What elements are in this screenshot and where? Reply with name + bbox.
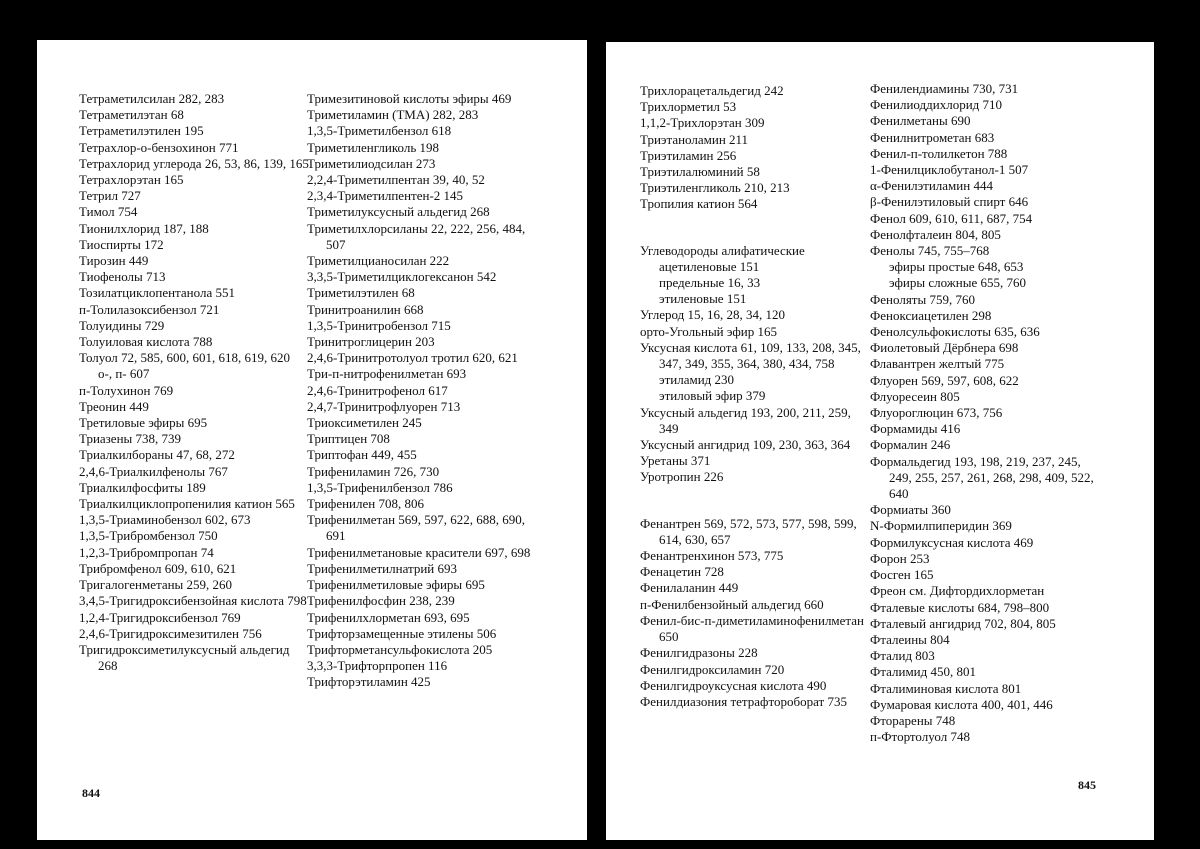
- index-entry: Феноксиацетилен 298: [870, 307, 992, 323]
- index-entry: Триметилиодсилан 273: [307, 155, 436, 171]
- index-entry: Триалкилциклопропенилия катион 565: [79, 496, 295, 512]
- index-entry: Фталид 803: [870, 648, 935, 664]
- index-entry: Фенил-п-толилкетон 788: [870, 145, 1008, 161]
- index-entry: Трифенилен 708, 806: [307, 496, 424, 512]
- index-entry: Триптицен 708: [307, 431, 390, 447]
- index-entry: Фенилнитрометан 683: [870, 129, 995, 145]
- index-entry: Трихлорацетальдегид 242: [640, 83, 784, 98]
- index-entry: Толуидины 729: [79, 317, 165, 333]
- index-subentry: эфиры сложные 655, 760: [889, 275, 1026, 291]
- index-entry: Фенантренхинон 573, 775: [640, 548, 784, 564]
- index-entry: Тропилия катион 564: [640, 196, 758, 212]
- index-entry: Флуоресеин 805: [870, 388, 960, 404]
- index-entry: Трифенилметановые красители 697, 698: [307, 544, 531, 560]
- index-entry: 2,2,4-Триметилпентан 39, 40, 52: [307, 172, 485, 188]
- index-entry: Фенолсульфокислоты 635, 636: [870, 324, 1040, 340]
- index-subentry: эфиры простые 648, 653: [889, 259, 1024, 275]
- index-entry: Тимол 754: [79, 204, 138, 220]
- index-entry: Трифениламин 726, 730: [307, 463, 440, 479]
- index-entry: Фталевые кислоты 684, 798–800: [870, 599, 1050, 615]
- index-entry: 2,4,6-Тринитротолуол тротил 620, 621: [307, 350, 518, 366]
- index-entry: Фумаровая кислота 400, 401, 446: [870, 696, 1053, 712]
- index-entry: Фенол 609, 610, 611, 687, 754: [870, 210, 1033, 226]
- index-entry: 2,4,6-Триалкилфенолы 767: [79, 463, 228, 479]
- index-entry: Тетрахлорэтан 165: [79, 172, 184, 188]
- index-entry: α-Фенилэтиламин 444: [870, 178, 993, 194]
- left-page-column-2: [307, 91, 545, 691]
- index-entry: 3,3,5-Триметилциклогексанон 542: [307, 269, 497, 285]
- index-entry: Трифторметансульфокислота 205: [307, 641, 493, 657]
- index-entry: Феноляты 759, 760: [870, 291, 975, 307]
- index-entry: Трифторэтиламин 425: [307, 674, 431, 690]
- index-entry: Триэтилалюминий 58: [640, 164, 760, 180]
- index-entry: Фенилендиамины 730, 731: [870, 81, 1019, 96]
- index-entry: Тригидроксиметилуксусный альдегид 268: [79, 641, 290, 674]
- index-entry: 1,3,5-Триметилбензол 618: [307, 123, 452, 139]
- index-entry: Формамиды 416: [870, 421, 961, 437]
- right-page: [606, 42, 1154, 840]
- index-entry: Фенилгидроуксусная кислота 490: [640, 677, 827, 693]
- index-entry: Фиолетовый Дёрбнера 698: [870, 340, 1019, 356]
- index-entry: Фенолы 745, 755–768: [870, 243, 990, 259]
- index-entry: п-Фтортолуол 748: [870, 729, 970, 745]
- index-entry: Трифторзамещенные этилены 506: [307, 625, 497, 641]
- index-entry: 1,2,3-Трибромпропан 74: [79, 544, 214, 560]
- index-entry: Триоксиметилен 245: [307, 415, 422, 431]
- index-entry: Тетрахлор-о-бензохинон 771: [79, 139, 239, 155]
- index-entry: Толуиловая кислота 788: [79, 334, 213, 350]
- index-entry: Третиловые эфиры 695: [79, 415, 208, 431]
- index-entry: β-Фенилэтиловый спирт 646: [870, 194, 1029, 210]
- index-subentry: этиленовые 151: [659, 291, 747, 307]
- index-entry: Фенилгидразоны 228: [640, 645, 758, 661]
- index-entry: Триметиламин (ТМА) 282, 283: [307, 107, 479, 123]
- left-page: [37, 40, 587, 840]
- index-subentry: ацетиленовые 151: [659, 258, 760, 274]
- index-entry: Тетраметилэтан 68: [79, 107, 184, 123]
- index-entry: Трибромфенол 609, 610, 621: [79, 560, 237, 576]
- index-subentry: этиловый эфир 379: [659, 388, 766, 404]
- index-entry: Тиоспирты 172: [79, 236, 164, 252]
- right-page-column-2: [870, 81, 1100, 745]
- index-entry: Триалкилбораны 47, 68, 272: [79, 447, 235, 463]
- index-entry: 3,4,5-Тригидроксибензойная кислота 798: [79, 593, 307, 609]
- index-entry: Триптофан 449, 455: [307, 447, 417, 463]
- index-entry: Формальдегид 193, 198, 219, 237, 245, 249, 255, 257, 261, 268, 298, 409, 522, 640: [870, 453, 1094, 502]
- index-entry: 2,3,4-Триметилпентен-2 145: [307, 188, 464, 204]
- index-entry: Углеводороды алифатические: [640, 242, 805, 258]
- left-page-column-1: [79, 91, 311, 674]
- index-entry: Формилуксусная кислота 469: [870, 534, 1034, 550]
- index-entry: Тетрил 727: [79, 188, 141, 204]
- index-entry: Трихлорметил 53: [640, 99, 737, 115]
- index-entry: Флуорен 569, 597, 608, 622: [870, 372, 1019, 388]
- index-entry: Триметилэтилен 68: [307, 285, 415, 301]
- index-entry: Формиаты 360: [870, 502, 951, 518]
- index-entry: Формалин 246: [870, 437, 951, 453]
- index-entry: Триметилуксусный альдегид 268: [307, 204, 490, 220]
- index-entry: Тиофенолы 713: [79, 269, 166, 285]
- index-entry: Тримезитиновой кислоты эфиры 469: [307, 91, 512, 106]
- index-entry: Тетрахлорид углерода 26, 53, 86, 139, 165: [79, 155, 309, 171]
- index-entry: 1,3,5-Трифенилбензол 786: [307, 479, 453, 495]
- index-entry: Фталевый ангидрид 702, 804, 805: [870, 615, 1056, 631]
- index-entry: Уксусный ангидрид 109, 230, 363, 364: [640, 437, 851, 453]
- index-entry: Фенил-бис-п-диметиламинофенилметан 650: [640, 612, 864, 645]
- index-entry: Тозилатциклопентанола 551: [79, 285, 235, 301]
- index-entry: Флуороглюцин 673, 756: [870, 405, 1003, 421]
- index-entry: Фталеины 804: [870, 631, 950, 647]
- index-entry: п-Толилазоксибензол 721: [79, 301, 220, 317]
- index-entry: Фосген 165: [870, 567, 934, 583]
- index-entry: п-Фенилбензойный альдегид 660: [640, 596, 824, 612]
- index-entry: Форон 253: [870, 550, 930, 566]
- index-entry: Триметилхлорсиланы 22, 222, 256, 484, 507: [307, 220, 526, 252]
- index-entry: Фенилиоддихлорид 710: [870, 97, 1003, 113]
- index-entry: Фенантрен 569, 572, 573, 577, 598, 599, 614, 630, 657: [640, 515, 857, 547]
- index-entry: Флавантрен желтый 775: [870, 356, 1005, 372]
- index-entry: Триэтиламин 256: [640, 147, 737, 163]
- index-entry: Тригалогенметаны 259, 260: [79, 577, 233, 593]
- index-entry: Уксусный альдегид 193, 200, 211, 259, 349: [640, 404, 851, 436]
- index-entry: Фенилгидроксиламин 720: [640, 661, 785, 677]
- index-entry: 2,4,6-Тринитрофенол 617: [307, 382, 448, 398]
- index-entry: Толуол 72, 585, 600, 601, 618, 619, 620: [79, 350, 291, 366]
- index-entry: Триметиленгликоль 198: [307, 139, 440, 155]
- index-entry: Уротропин 226: [640, 469, 724, 485]
- index-entry: Уретаны 371: [640, 453, 711, 469]
- index-entry: Фторарены 748: [870, 712, 956, 728]
- index-entry: Трифенилметилнатрий 693: [307, 560, 458, 576]
- index-entry: Тетраметилэтилен 195: [79, 123, 204, 139]
- index-entry: Тирозин 449: [79, 253, 149, 269]
- index-entry: 1,2,4-Тригидроксибензол 769: [79, 609, 241, 625]
- index-entry: Триалкилфосфиты 189: [79, 479, 206, 495]
- index-entry: Триазены 738, 739: [79, 431, 182, 447]
- index-entry: Тетраметилсилан 282, 283: [79, 91, 225, 106]
- index-entry: 1,3,5-Трибромбензол 750: [79, 528, 218, 544]
- index-entry: Фенацетин 728: [640, 564, 724, 580]
- index-entry: Три-п-нитрофенилметан 693: [307, 366, 467, 382]
- index-entry: п-Толухинон 769: [79, 382, 174, 398]
- index-entry: Трифенилметан 569, 597, 622, 688, 690, 691: [307, 512, 526, 544]
- index-entry: Треонин 449: [79, 398, 149, 414]
- index-entry: 2,4,6-Тригидроксимезитилен 756: [79, 625, 262, 641]
- index-entry: Трифенилметиловые эфиры 695: [307, 577, 485, 593]
- page-number-left: 844: [82, 786, 100, 800]
- index-entry: Фталиминовая кислота 801: [870, 680, 1022, 696]
- index-entry: Углерод 15, 16, 28, 34, 120: [640, 307, 785, 323]
- index-subentry: о-, п- 607: [98, 366, 150, 382]
- index-entry: 1,3,5-Триаминобензол 602, 673: [79, 512, 251, 528]
- index-entry: орто-Угольный эфир 165: [640, 323, 778, 339]
- index-entry: 3,3,3-Трифторпропен 116: [307, 658, 448, 674]
- index-entry: Триметилцианосилан 222: [307, 253, 450, 269]
- index-subentry: этиламид 230: [659, 372, 735, 388]
- page-number-right: 845: [1078, 778, 1096, 792]
- index-entry: Уксусная кислота 61, 109, 133, 208, 345, 347, 349, 355, 364, 380, 434, 758: [640, 339, 861, 372]
- index-entry: Тионилхлорид 187, 188: [79, 220, 209, 236]
- index-entry: Тринитроглицерин 203: [307, 334, 435, 350]
- index-entry: 2,4,7-Тринитрофлуорен 713: [307, 398, 461, 414]
- index-subentry: предельные 16, 33: [659, 275, 761, 291]
- index-entry: Фенилаланин 449: [640, 580, 739, 596]
- index-entry: Фенилметаны 690: [870, 113, 971, 129]
- index-entry: N-Формилпиперидин 369: [870, 518, 1012, 534]
- index-entry: 1,3,5-Тринитробензол 715: [307, 317, 451, 333]
- index-entry: Фреон см. Дифтордихлорметан: [870, 583, 1045, 599]
- index-entry: Фенилдиазония тетрафтороборат 735: [640, 693, 847, 709]
- index-entry: Трифенилфосфин 238, 239: [307, 593, 455, 609]
- index-entry: Триэтаноламин 211: [640, 131, 749, 147]
- index-entry: Фенолфталеин 804, 805: [870, 226, 1001, 242]
- index-entry: Тринитроанилин 668: [307, 301, 424, 317]
- index-entry: Триэтиленгликоль 210, 213: [640, 180, 790, 196]
- index-entry: Трифенилхлорметан 693, 695: [307, 609, 470, 625]
- index-entry: 1-Фенилциклобутанол-1 507: [870, 162, 1029, 178]
- right-page-column-1: [640, 83, 864, 710]
- index-entry: 1,1,2-Трихлорэтан 309: [640, 115, 765, 131]
- index-entry: Фталимид 450, 801: [870, 664, 976, 680]
